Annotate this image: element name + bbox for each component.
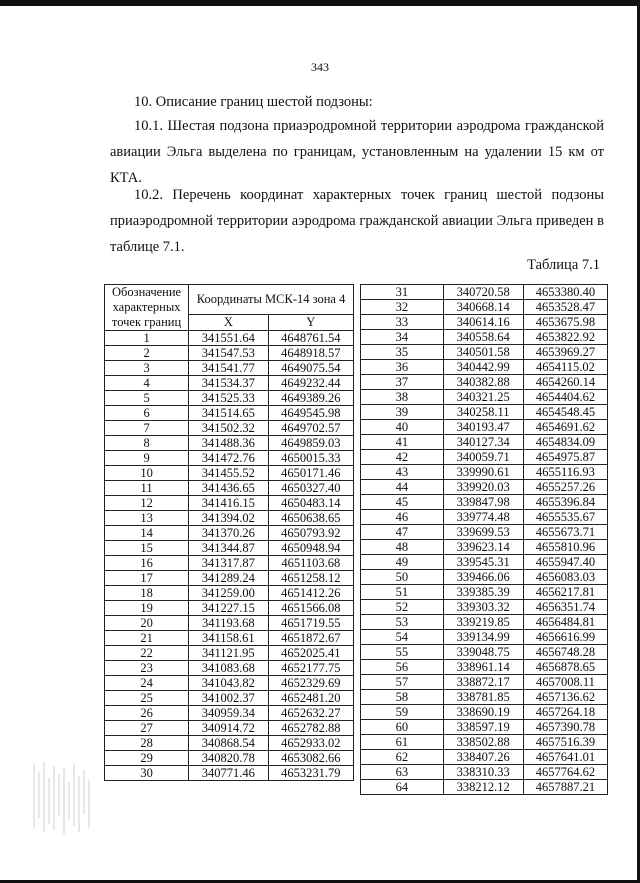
y-coordinate-cell: 4652632.27 [268, 706, 353, 721]
point-number-cell: 3 [105, 361, 189, 376]
table-row [105, 496, 354, 511]
coordinates-table-right [360, 284, 608, 795]
point-number-cell: 53 [361, 615, 444, 630]
table-row [361, 690, 608, 705]
x-coordinate-cell: 338597.19 [443, 720, 523, 735]
x-coordinate-cell: 341551.64 [189, 331, 268, 346]
table-row [361, 420, 608, 435]
y-coordinate-cell: 4649075.54 [268, 361, 353, 376]
x-coordinate-cell: 339134.99 [443, 630, 523, 645]
point-number-cell: 55 [361, 645, 444, 660]
table-row [361, 480, 608, 495]
point-number-cell: 14 [105, 526, 189, 541]
table-row [105, 466, 354, 481]
table-row [105, 481, 354, 496]
y-coordinate-cell: 4653969.27 [523, 345, 607, 360]
y-coordinate-cell: 4652933.02 [268, 736, 353, 751]
point-number-cell: 52 [361, 600, 444, 615]
point-number-cell: 32 [361, 300, 444, 315]
coordinates-table-left [104, 284, 354, 781]
table-row [105, 511, 354, 526]
y-coordinate-cell: 4654260.14 [523, 375, 607, 390]
x-coordinate-cell: 339303.32 [443, 600, 523, 615]
point-number-cell: 11 [105, 481, 189, 496]
header-y: Y [268, 315, 353, 331]
table-row [105, 436, 354, 451]
table-row [105, 586, 354, 601]
x-coordinate-cell: 341083.68 [189, 661, 268, 676]
point-number-cell: 20 [105, 616, 189, 631]
point-number-cell: 21 [105, 631, 189, 646]
x-coordinate-cell: 341416.15 [189, 496, 268, 511]
point-number-cell: 60 [361, 720, 444, 735]
y-coordinate-cell: 4651412.26 [268, 586, 353, 601]
point-number-cell: 36 [361, 360, 444, 375]
point-number-cell: 45 [361, 495, 444, 510]
point-number-cell: 22 [105, 646, 189, 661]
y-coordinate-cell: 4653822.92 [523, 330, 607, 345]
point-number-cell: 39 [361, 405, 444, 420]
point-number-cell: 43 [361, 465, 444, 480]
point-number-cell: 18 [105, 586, 189, 601]
table-row [105, 391, 354, 406]
table-row [361, 600, 608, 615]
table-row [361, 390, 608, 405]
y-coordinate-cell: 4657390.78 [523, 720, 607, 735]
y-coordinate-cell: 4651258.12 [268, 571, 353, 586]
point-number-cell: 42 [361, 450, 444, 465]
y-coordinate-cell: 4657516.39 [523, 735, 607, 750]
x-coordinate-cell: 340668.14 [443, 300, 523, 315]
y-coordinate-cell: 4650483.14 [268, 496, 353, 511]
x-coordinate-cell: 341502.32 [189, 421, 268, 436]
point-number-cell: 62 [361, 750, 444, 765]
y-coordinate-cell: 4652782.88 [268, 721, 353, 736]
y-coordinate-cell: 4648761.54 [268, 331, 353, 346]
table-row [361, 540, 608, 555]
y-coordinate-cell: 4650171.46 [268, 466, 353, 481]
y-coordinate-cell: 4653231.79 [268, 766, 353, 781]
header-point: Обозначение характерных точек границ [105, 285, 189, 331]
table-row [361, 450, 608, 465]
y-coordinate-cell: 4656351.74 [523, 600, 607, 615]
x-coordinate-cell: 341455.52 [189, 466, 268, 481]
table-row [361, 675, 608, 690]
x-coordinate-cell: 338781.85 [443, 690, 523, 705]
point-number-cell: 35 [361, 345, 444, 360]
point-number-cell: 28 [105, 736, 189, 751]
y-coordinate-cell: 4654548.45 [523, 405, 607, 420]
table-row [105, 706, 354, 721]
y-coordinate-cell: 4655947.40 [523, 555, 607, 570]
point-number-cell: 54 [361, 630, 444, 645]
y-coordinate-cell: 4650793.92 [268, 526, 353, 541]
point-number-cell: 6 [105, 406, 189, 421]
table-row [361, 615, 608, 630]
y-coordinate-cell: 4656083.03 [523, 570, 607, 585]
table-row [361, 780, 608, 795]
y-coordinate-cell: 4654975.87 [523, 450, 607, 465]
table-row [105, 736, 354, 751]
table-row [105, 421, 354, 436]
paragraph-1: 10.1. Шестая подзона приаэродромной территории аэродрома гражданской авиации Эльга выделена по границам, установленным на удалении 15 км от КТА. [110, 118, 604, 186]
x-coordinate-cell: 340193.47 [443, 420, 523, 435]
point-number-cell: 17 [105, 571, 189, 586]
table-header-row [105, 285, 354, 315]
table-row [361, 465, 608, 480]
scan-noise-marks [30, 758, 94, 838]
table-row [105, 616, 354, 631]
x-coordinate-cell: 340868.54 [189, 736, 268, 751]
y-coordinate-cell: 4650638.65 [268, 511, 353, 526]
table-row [361, 375, 608, 390]
x-coordinate-cell: 340959.34 [189, 706, 268, 721]
x-coordinate-cell: 340914.72 [189, 721, 268, 736]
table-row [361, 660, 608, 675]
point-number-cell: 16 [105, 556, 189, 571]
table-row [105, 601, 354, 616]
x-coordinate-cell: 340127.34 [443, 435, 523, 450]
point-number-cell: 64 [361, 780, 444, 795]
scan-border-top [0, 0, 640, 6]
paragraph-2: 10.2. Перечень координат характерных точек границ шестой подзоны приаэродромной территории аэродрома гражданской авиации Эльга приведен в таблице 7.1. [110, 187, 604, 255]
y-coordinate-cell: 4655535.67 [523, 510, 607, 525]
point-number-cell: 29 [105, 751, 189, 766]
x-coordinate-cell: 341370.26 [189, 526, 268, 541]
table-row [361, 435, 608, 450]
x-coordinate-cell: 340820.78 [189, 751, 268, 766]
x-coordinate-cell: 340771.46 [189, 766, 268, 781]
y-coordinate-cell: 4652025.41 [268, 646, 353, 661]
y-coordinate-cell: 4657641.01 [523, 750, 607, 765]
x-coordinate-cell: 339466.06 [443, 570, 523, 585]
point-number-cell: 33 [361, 315, 444, 330]
point-number-cell: 56 [361, 660, 444, 675]
table-row [105, 631, 354, 646]
table-row [105, 571, 354, 586]
point-number-cell: 23 [105, 661, 189, 676]
table-row [361, 555, 608, 570]
point-number-cell: 48 [361, 540, 444, 555]
x-coordinate-cell: 341043.82 [189, 676, 268, 691]
y-coordinate-cell: 4649545.98 [268, 406, 353, 421]
table-row [361, 750, 608, 765]
table-row [105, 721, 354, 736]
x-coordinate-cell: 339385.39 [443, 585, 523, 600]
y-coordinate-cell: 4648918.57 [268, 346, 353, 361]
x-coordinate-cell: 341193.68 [189, 616, 268, 631]
header-x: X [189, 315, 268, 331]
x-coordinate-cell: 340558.64 [443, 330, 523, 345]
y-coordinate-cell: 4651719.55 [268, 616, 353, 631]
y-coordinate-cell: 4649389.26 [268, 391, 353, 406]
y-coordinate-cell: 4657008.11 [523, 675, 607, 690]
point-number-cell: 58 [361, 690, 444, 705]
point-number-cell: 5 [105, 391, 189, 406]
y-coordinate-cell: 4651103.68 [268, 556, 353, 571]
table-row [361, 765, 608, 780]
point-number-cell: 4 [105, 376, 189, 391]
table-row [361, 645, 608, 660]
point-number-cell: 12 [105, 496, 189, 511]
x-coordinate-cell: 338212.12 [443, 780, 523, 795]
x-coordinate-cell: 341541.77 [189, 361, 268, 376]
table-row [361, 285, 608, 300]
y-coordinate-cell: 4653082.66 [268, 751, 353, 766]
point-number-cell: 25 [105, 691, 189, 706]
y-coordinate-cell: 4654691.62 [523, 420, 607, 435]
point-number-cell: 57 [361, 675, 444, 690]
x-coordinate-cell: 341525.33 [189, 391, 268, 406]
x-coordinate-cell: 341259.00 [189, 586, 268, 601]
table-row [105, 451, 354, 466]
table-row [361, 360, 608, 375]
point-number-cell: 30 [105, 766, 189, 781]
y-coordinate-cell: 4655257.26 [523, 480, 607, 495]
point-number-cell: 50 [361, 570, 444, 585]
x-coordinate-cell: 340442.99 [443, 360, 523, 375]
table-row [361, 330, 608, 345]
y-coordinate-cell: 4656878.65 [523, 660, 607, 675]
y-coordinate-cell: 4655396.84 [523, 495, 607, 510]
y-coordinate-cell: 4653675.98 [523, 315, 607, 330]
y-coordinate-cell: 4655116.93 [523, 465, 607, 480]
x-coordinate-cell: 341394.02 [189, 511, 268, 526]
y-coordinate-cell: 4655673.71 [523, 525, 607, 540]
x-coordinate-cell: 339920.03 [443, 480, 523, 495]
point-number-cell: 41 [361, 435, 444, 450]
y-coordinate-cell: 4653528.47 [523, 300, 607, 315]
x-coordinate-cell: 338872.17 [443, 675, 523, 690]
table-row [105, 346, 354, 361]
x-coordinate-cell: 341514.65 [189, 406, 268, 421]
x-coordinate-cell: 341472.76 [189, 451, 268, 466]
y-coordinate-cell: 4654115.02 [523, 360, 607, 375]
y-coordinate-cell: 4656484.81 [523, 615, 607, 630]
x-coordinate-cell: 341547.53 [189, 346, 268, 361]
x-coordinate-cell: 341317.87 [189, 556, 268, 571]
table-row [105, 676, 354, 691]
point-number-cell: 37 [361, 375, 444, 390]
x-coordinate-cell: 339990.61 [443, 465, 523, 480]
y-coordinate-cell: 4649702.57 [268, 421, 353, 436]
table-row [361, 705, 608, 720]
x-coordinate-cell: 338502.88 [443, 735, 523, 750]
x-coordinate-cell: 339219.85 [443, 615, 523, 630]
x-coordinate-cell: 340321.25 [443, 390, 523, 405]
point-number-cell: 46 [361, 510, 444, 525]
x-coordinate-cell: 341488.36 [189, 436, 268, 451]
x-coordinate-cell: 338407.26 [443, 750, 523, 765]
x-coordinate-cell: 341158.61 [189, 631, 268, 646]
y-coordinate-cell: 4656217.81 [523, 585, 607, 600]
y-coordinate-cell: 4657264.18 [523, 705, 607, 720]
table-row [361, 405, 608, 420]
point-number-cell: 7 [105, 421, 189, 436]
y-coordinate-cell: 4655810.96 [523, 540, 607, 555]
point-number-cell: 26 [105, 706, 189, 721]
point-number-cell: 40 [361, 420, 444, 435]
point-number-cell: 19 [105, 601, 189, 616]
x-coordinate-cell: 341289.24 [189, 571, 268, 586]
table-row [361, 720, 608, 735]
y-coordinate-cell: 4652329.69 [268, 676, 353, 691]
y-coordinate-cell: 4651566.08 [268, 601, 353, 616]
x-coordinate-cell: 340614.16 [443, 315, 523, 330]
x-coordinate-cell: 339623.14 [443, 540, 523, 555]
point-number-cell: 51 [361, 585, 444, 600]
y-coordinate-cell: 4652481.20 [268, 691, 353, 706]
table-row [105, 406, 354, 421]
table-row [361, 570, 608, 585]
x-coordinate-cell: 339774.48 [443, 510, 523, 525]
x-coordinate-cell: 338961.14 [443, 660, 523, 675]
point-number-cell: 9 [105, 451, 189, 466]
x-coordinate-cell: 339847.98 [443, 495, 523, 510]
y-coordinate-cell: 4651872.67 [268, 631, 353, 646]
point-number-cell: 15 [105, 541, 189, 556]
point-number-cell: 27 [105, 721, 189, 736]
y-coordinate-cell: 4652177.75 [268, 661, 353, 676]
table-label: Таблица 7.1 [527, 257, 600, 273]
point-number-cell: 2 [105, 346, 189, 361]
point-number-cell: 8 [105, 436, 189, 451]
y-coordinate-cell: 4657136.62 [523, 690, 607, 705]
x-coordinate-cell: 341002.37 [189, 691, 268, 706]
y-coordinate-cell: 4650948.94 [268, 541, 353, 556]
x-coordinate-cell: 340059.71 [443, 450, 523, 465]
x-coordinate-cell: 340258.11 [443, 405, 523, 420]
y-coordinate-cell: 4656748.28 [523, 645, 607, 660]
y-coordinate-cell: 4656616.99 [523, 630, 607, 645]
x-coordinate-cell: 339699.53 [443, 525, 523, 540]
y-coordinate-cell: 4649232.44 [268, 376, 353, 391]
table-row [105, 361, 354, 376]
table-row [361, 495, 608, 510]
table-row [105, 556, 354, 571]
point-number-cell: 31 [361, 285, 444, 300]
x-coordinate-cell: 340720.58 [443, 285, 523, 300]
y-coordinate-cell: 4650327.40 [268, 481, 353, 496]
y-coordinate-cell: 4657887.21 [523, 780, 607, 795]
header-coordinates: Координаты МСК-14 зона 4 [189, 285, 354, 315]
table-row [361, 585, 608, 600]
point-number-cell: 47 [361, 525, 444, 540]
table-row [361, 735, 608, 750]
y-coordinate-cell: 4653380.40 [523, 285, 607, 300]
x-coordinate-cell: 341344.87 [189, 541, 268, 556]
table-row [361, 510, 608, 525]
point-number-cell: 1 [105, 331, 189, 346]
x-coordinate-cell: 339048.75 [443, 645, 523, 660]
y-coordinate-cell: 4649859.03 [268, 436, 353, 451]
point-number-cell: 38 [361, 390, 444, 405]
x-coordinate-cell: 338310.33 [443, 765, 523, 780]
x-coordinate-cell: 340382.88 [443, 375, 523, 390]
table-row [105, 661, 354, 676]
x-coordinate-cell: 338690.19 [443, 705, 523, 720]
x-coordinate-cell: 340501.58 [443, 345, 523, 360]
table-row [105, 646, 354, 661]
table-row [361, 300, 608, 315]
point-number-cell: 61 [361, 735, 444, 750]
point-number-cell: 34 [361, 330, 444, 345]
table-row [361, 345, 608, 360]
table-row [361, 630, 608, 645]
y-coordinate-cell: 4650015.33 [268, 451, 353, 466]
table-row [361, 525, 608, 540]
point-number-cell: 59 [361, 705, 444, 720]
point-number-cell: 49 [361, 555, 444, 570]
point-number-cell: 13 [105, 511, 189, 526]
x-coordinate-cell: 339545.31 [443, 555, 523, 570]
x-coordinate-cell: 341436.65 [189, 481, 268, 496]
point-number-cell: 44 [361, 480, 444, 495]
table-row [361, 315, 608, 330]
page-number: 343 [311, 60, 329, 74]
x-coordinate-cell: 341227.15 [189, 601, 268, 616]
table-row [105, 376, 354, 391]
table-row [105, 751, 354, 766]
table-row [105, 766, 354, 781]
point-number-cell: 24 [105, 676, 189, 691]
x-coordinate-cell: 341121.95 [189, 646, 268, 661]
y-coordinate-cell: 4657764.62 [523, 765, 607, 780]
section-heading: 10. Описание границ шестой подзоны: [134, 94, 373, 110]
y-coordinate-cell: 4654834.09 [523, 435, 607, 450]
table-row [105, 691, 354, 706]
point-number-cell: 63 [361, 765, 444, 780]
y-coordinate-cell: 4654404.62 [523, 390, 607, 405]
table-row [105, 541, 354, 556]
table-row [105, 331, 354, 346]
x-coordinate-cell: 341534.37 [189, 376, 268, 391]
table-row [105, 526, 354, 541]
point-number-cell: 10 [105, 466, 189, 481]
